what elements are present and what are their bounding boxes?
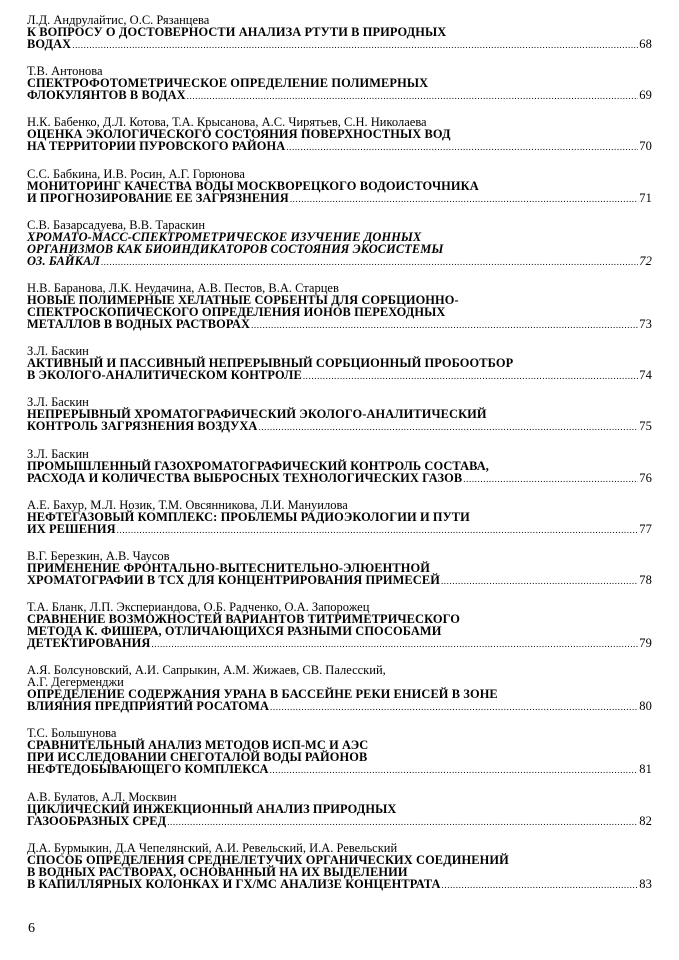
entry-title-text: ВЛИЯНИЯ ПРЕДПРИЯТИЙ РОСАТОМА <box>27 699 270 714</box>
entry-title-text: ВОДАХ <box>27 37 72 51</box>
entry-title-line: ОПРЕДЕЛЕНИЕ СОДЕРЖАНИЯ УРАНА В БАССЕЙНЕ РЕКИ ЕНИСЕЙ В ЗОНЕ <box>27 687 498 702</box>
entry-page-number: 79 <box>639 636 652 651</box>
entry-authors: Т.А. Бланк, Л.П. Экспериандова, О.Б. Радченко, О.А. Запорожец <box>27 600 370 615</box>
page-number: 6 <box>28 921 35 936</box>
entry-authors-continued: А.Г. Дегерменджи <box>27 675 124 690</box>
dot-leader <box>270 764 639 776</box>
entry-page-number: 75 <box>639 419 652 434</box>
toc-entry <box>27 499 652 536</box>
entry-title-text: МЕТАЛЛОВ В ВОДНЫХ РАСТВОРАХ <box>27 316 251 331</box>
entry-authors: Д.А. Бурмыкин, Д.А Чепелянский, А.И. Ревельский, И.А. Ревельский <box>27 840 398 855</box>
entry-title-line <box>27 574 652 587</box>
toc-entry <box>27 448 652 485</box>
toc-entry <box>27 601 652 650</box>
dot-leader <box>463 473 638 485</box>
toc-entry <box>27 116 652 153</box>
entry-authors: С.В. Базарсадуева, В.В. Тараскин <box>27 217 206 232</box>
dot-leader <box>167 816 638 828</box>
entry-authors: А.Я. Болсуновский, А.И. Сапрыкин, А.М. Жижаев, СВ. Палесский, <box>27 663 386 678</box>
entry-authors: А.В. Булатов, А.Л. Москвин <box>27 789 177 804</box>
entry-title-line: ОЦЕНКА ЭКОЛОГИЧЕСКОГО СОСТОЯНИЯ ПОВЕРХНОСТНЫХ ВОД <box>27 127 451 142</box>
entry-title-line: В ВОДНЫХ РАСТВОРАХ, ОСНОВАННЫЙ НА ИХ ВЫДЕЛЕНИИ <box>27 864 408 879</box>
dot-leader <box>441 575 638 587</box>
entry-title-line <box>27 815 652 828</box>
entry-title-line: МЕТОДА К. ФИШЕРА, ОТЛИЧАЮЩИХСЯ РАЗНЫМИ СПОСОБАМИ <box>27 624 442 639</box>
toc-entry <box>27 65 652 102</box>
entry-title-line <box>27 255 652 268</box>
entry-page-number: 82 <box>639 813 652 828</box>
dot-leader <box>117 524 639 536</box>
entry-title-line <box>27 763 652 776</box>
entry-authors: З.Л. Баскин <box>27 395 89 410</box>
entry-page-number: 77 <box>639 521 652 536</box>
toc-entry <box>27 14 652 51</box>
toc-entry <box>27 282 652 331</box>
entry-authors: В.Г. Березкин, А.В. Чаусов <box>27 548 170 563</box>
entry-page-number: 72 <box>639 253 652 268</box>
entry-title-text: ГАЗООБРАЗНЫХ СРЕД <box>27 813 167 828</box>
entry-authors: Н.К. Бабенко, Д.Л. Котова, Т.А. Крысанова, А.С. Чирятьев, С.Н. Николаева <box>27 115 427 130</box>
entry-title-line <box>27 472 652 485</box>
entry-title-line <box>27 89 652 102</box>
entry-authors: Н.В. Баранова, Л.К. Неудачина, А.В. Пестов, В.А. Старцев <box>27 280 339 295</box>
entry-title-text: ИХ РЕШЕНИЯ <box>27 521 116 536</box>
entry-title-line: НЕФТЕГАЗОВЫЙ КОМПЛЕКС: ПРОБЛЕМЫ РАДИОЭКОЛОГИИ И ПУТИ <box>27 509 470 524</box>
toc-entry <box>27 345 652 382</box>
entry-title-line: СПОСОБ ОПРЕДЕЛЕНИЯ СРЕДНЕЛЕТУЧИХ ОРГАНИЧЕСКИХ СОЕДИНЕНИЙ <box>27 852 509 867</box>
dot-leader <box>290 193 638 205</box>
entry-title-line <box>27 637 652 650</box>
entry-authors: А.Е. Бахур, М.Л. Нозик, Т.М. Овсянникова, Л.И. Мануилова <box>27 497 348 512</box>
entry-title-line <box>27 523 652 536</box>
entry-title-line: СПЕКТРОСКОПИЧЕСКОГО ОПРЕДЕЛЕНИЯ ИОНОВ ПЕРЕХОДНЫХ <box>27 304 446 319</box>
toc-entry <box>27 550 652 587</box>
entry-title-text: НА ТЕРРИТОРИИ ПУРОВСКОГО РАЙОНА <box>27 139 286 154</box>
entry-title-line: НЕПРЕРЫВНЫЙ ХРОМАТОГРАФИЧЕСКИЙ ЭКОЛОГО-АНАЛИТИЧЕСКИЙ <box>27 407 487 422</box>
entry-title-line <box>27 318 652 331</box>
entry-title-line: ПРИМЕНЕНИЕ ФРОНТАЛЬНО-ВЫТЕСНИТЕЛЬНО-ЭЛЮЕНТНОЙ <box>27 560 430 575</box>
dot-leader <box>72 39 638 51</box>
entry-title-text: РАСХОДА И КОЛИЧЕСТВА ВЫБРОСНЫХ ТЕХНОЛОГИЧЕСКИХ ГАЗОВ <box>27 470 463 485</box>
entry-page-number: 70 <box>639 139 652 154</box>
entry-title-line <box>27 369 652 382</box>
entry-authors: З.Л. Баскин <box>27 446 89 461</box>
entry-page-number: 74 <box>639 368 652 383</box>
entry-page-number: 83 <box>639 876 652 891</box>
entry-title-text: ДЕТЕКТИРОВАНИЯ <box>27 636 151 651</box>
entry-title-text: В ЭКОЛОГО-АНАЛИТИЧЕСКОМ КОНТРОЛЕ <box>27 368 302 383</box>
toc-entry <box>27 727 652 776</box>
entry-title-line <box>27 140 652 153</box>
dot-leader <box>270 701 638 713</box>
entry-title-line: ПРОМЫШЛЕННЫЙ ГАЗОХРОМАТОГРАФИЧЕСКИЙ КОНТРОЛЬ СОСТАВА, <box>27 458 490 473</box>
dot-leader <box>151 638 638 650</box>
toc-entry <box>27 219 652 268</box>
entry-title-text: В КАПИЛЛЯРНЫХ КОЛОНКАХ И ГХ/МС АНАЛИЗЕ КОНЦЕНТРАТА <box>27 876 441 891</box>
dot-leader <box>251 319 638 331</box>
entry-title-line: СРАВНЕНИЕ ВОЗМОЖНОСТЕЙ ВАРИАНТОВ ТИТРИМЕТРИЧЕСКОГО <box>27 612 461 627</box>
toc-entry <box>27 791 652 828</box>
entry-title-line: К ВОПРОСУ О ДОСТОВЕРНОСТИ АНАЛИЗА РТУТИ В ПРИРОДНЫХ <box>27 25 447 39</box>
entry-page-number: 68 <box>639 37 652 51</box>
entry-title-line: СРАВНИТЕЛЬНЫЙ АНАЛИЗ МЕТОДОВ ИСП-МС И АЭС <box>27 738 369 753</box>
entry-title-line: ОРГАНИЗМОВ КАК БИОИНДИКАТОРОВ СОСТОЯНИЯ ЭКОСИСТЕМЫ <box>27 241 444 256</box>
entry-title-line <box>27 38 652 51</box>
entry-authors: С.С. Бабкина, И.В. Росин, А.Г. Горюнова <box>27 166 245 181</box>
entry-title-line <box>27 878 652 891</box>
entry-title-text: ОЗ. БАЙКАЛ <box>27 253 101 268</box>
entry-title-line: ХРОМАТО-МАСС-СПЕКТРОМЕТРИЧЕСКОЕ ИЗУЧЕНИЕ ДОННЫХ <box>27 229 422 244</box>
entry-title-line <box>27 700 652 713</box>
entry-title-line: МОНИТОРИНГ КАЧЕСТВА ВОДЫ МОСКВОРЕЦКОГО ВОДОИСТОЧНИКА <box>27 178 479 193</box>
dot-leader <box>258 421 638 433</box>
toc-entry <box>27 664 652 713</box>
dot-leader <box>286 141 638 153</box>
entry-title-line <box>27 192 652 205</box>
entry-page-number: 71 <box>639 190 652 205</box>
toc-entry <box>27 168 652 205</box>
entry-authors: Т.В. Антонова <box>27 64 103 79</box>
toc-entry <box>27 842 652 891</box>
entry-title-text: ФЛОКУЛЯНТОВ В ВОДАХ <box>27 88 186 103</box>
entry-title-line: ПРИ ИССЛЕДОВАНИИ СНЕГОТАЛОЙ ВОДЫ РАЙОНОВ <box>27 750 368 765</box>
entry-title-text: НЕФТЕДОБЫВАЮЩЕГО КОМПЛЕКСА <box>27 762 269 777</box>
dot-leader <box>442 879 639 891</box>
dot-leader <box>303 370 638 382</box>
entry-title-text: КОНТРОЛЬ ЗАГРЯЗНЕНИЯ ВОЗДУХА <box>27 419 258 434</box>
entry-title-text: ХРОМАТОГРАФИИ В ТСХ ДЛЯ КОНЦЕНТРИРОВАНИЯ ПРИМЕСЕЙ <box>27 572 440 587</box>
table-of-contents <box>27 14 652 905</box>
entry-authors: Л.Д. Андрулайтис, О.С. Рязанцева <box>27 13 210 27</box>
entry-page-number: 76 <box>639 470 652 485</box>
entry-authors: З.Л. Баскин <box>27 344 89 359</box>
entry-title-text: И ПРОГНОЗИРОВАНИЕ ЕЕ ЗАГРЯЗНЕНИЯ <box>27 190 289 205</box>
entry-page-number: 78 <box>639 572 652 587</box>
entry-page-number: 80 <box>639 699 652 714</box>
entry-title-line: ЦИКЛИЧЕСКИЙ ИНЖЕКЦИОННЫЙ АНАЛИЗ ПРИРОДНЫХ <box>27 801 397 816</box>
dot-leader <box>187 90 639 102</box>
entry-title-line <box>27 420 652 433</box>
toc-entry <box>27 396 652 433</box>
entry-page-number: 73 <box>639 316 652 331</box>
entry-title-line: НОВЫЕ ПОЛИМЕРНЫЕ ХЕЛАТНЫЕ СОРБЕНТЫ ДЛЯ СОРБЦИОННО- <box>27 292 459 307</box>
entry-page-number: 81 <box>639 762 652 777</box>
entry-title-line: АКТИВНЫЙ И ПАССИВНЫЙ НЕПРЕРЫВНЫЙ СОРБЦИОННЫЙ ПРОБООТБОР <box>27 356 514 371</box>
entry-authors: Т.С. Большунова <box>27 726 117 741</box>
dot-leader <box>101 256 638 268</box>
entry-page-number: 69 <box>639 88 652 103</box>
entry-title-line: СПЕКТРОФОТОМЕТРИЧЕСКОЕ ОПРЕДЕЛЕНИЕ ПОЛИМЕРНЫХ <box>27 76 429 91</box>
